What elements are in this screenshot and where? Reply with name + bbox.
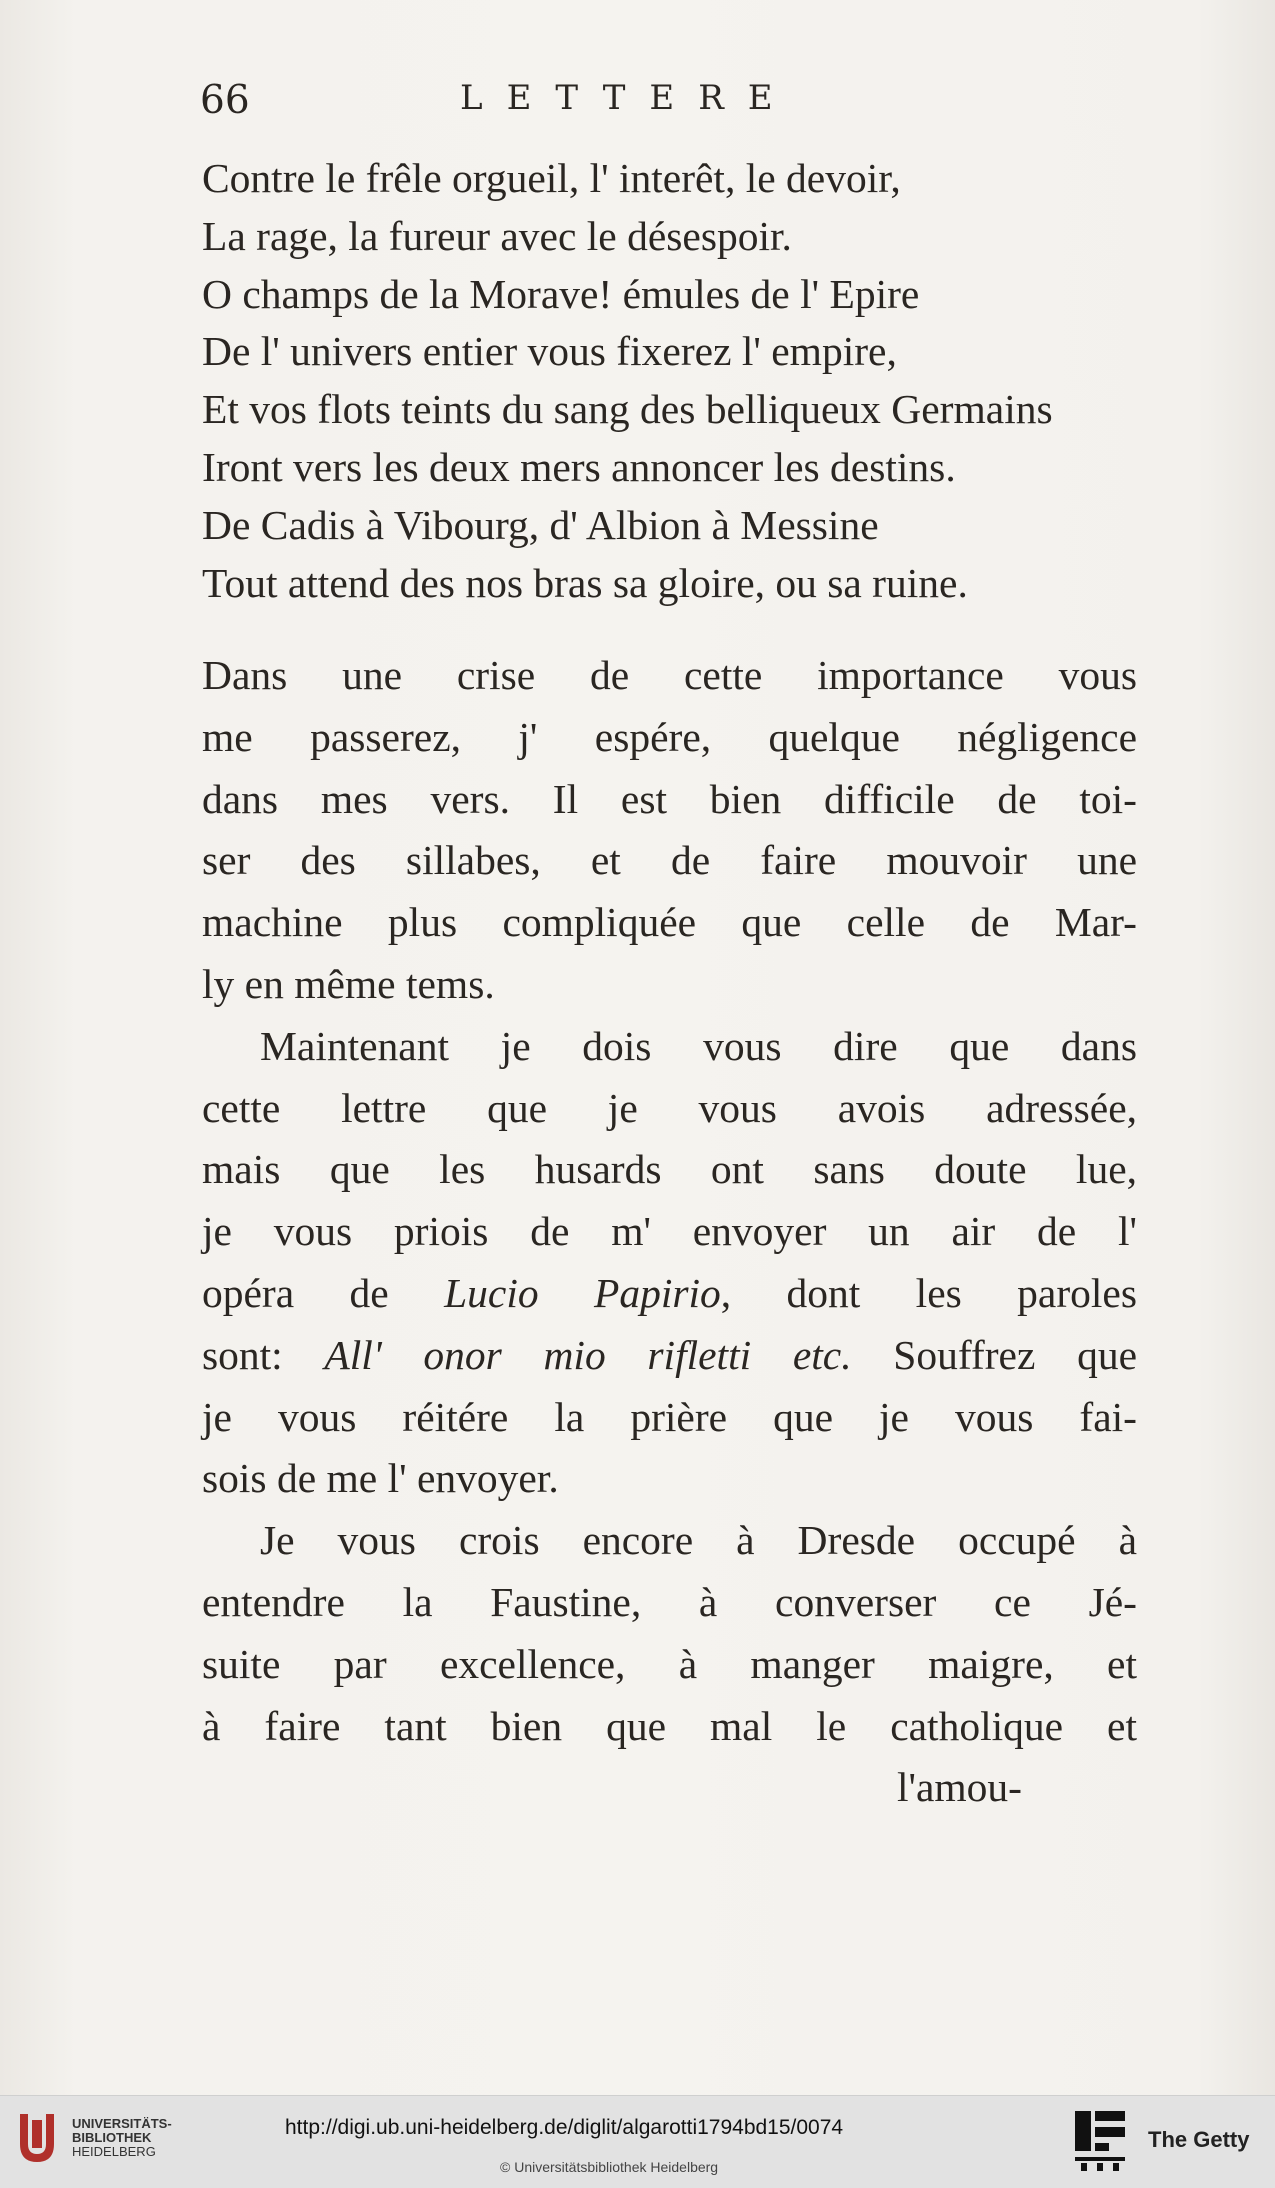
running-head: LETTERE bbox=[460, 78, 797, 118]
library-name-line: BIBLIOTHEK bbox=[72, 2130, 152, 2145]
prose-line: à faire tant bien que mal le catholique et bbox=[202, 1702, 1137, 1749]
text-run: Souffrez que bbox=[851, 1331, 1137, 1378]
text-run: , dont les paroles bbox=[720, 1269, 1137, 1316]
prose-line: ser des sillabes, et de faire mouvoir une bbox=[202, 837, 1137, 884]
prose-line bbox=[202, 1325, 1137, 1387]
prose-line bbox=[202, 1263, 1137, 1325]
aria-title: All' onor mio rifletti etc. bbox=[324, 1331, 852, 1378]
library-name bbox=[72, 2117, 172, 2159]
prose-block bbox=[202, 645, 1137, 1819]
prose-line: suite par excellence, à manger maigre, et bbox=[202, 1640, 1137, 1687]
university-library-logo-icon bbox=[14, 2110, 60, 2170]
text-run: opéra de bbox=[202, 1269, 445, 1316]
catchword: l'amou- bbox=[896, 1764, 1022, 1811]
opera-title: Lucio Papirio bbox=[444, 1269, 721, 1316]
prose-line: je vous priois de m' envoyer un air de l' bbox=[202, 1208, 1137, 1255]
prose-line: sois de me l' envoyer. bbox=[202, 1455, 559, 1502]
getty-logo-icon bbox=[1073, 2109, 1127, 2173]
prose-line: ly en même tems. bbox=[202, 960, 495, 1007]
paragraph-3 bbox=[202, 1510, 1137, 1819]
verse-line: De Cadis à Vibourg, d' Albion à Messine bbox=[202, 501, 879, 548]
verse-line: O champs de la Morave! émules de l' Epire bbox=[202, 270, 920, 317]
library-name-line: HEIDELBERG bbox=[72, 2144, 156, 2159]
footer-bar bbox=[0, 2095, 1275, 2188]
prose-line: me passerez, j' espére, quelque négligence bbox=[202, 713, 1137, 760]
verse-line: Iront vers les deux mers annoncer les destins. bbox=[202, 443, 956, 490]
prose-line: Je vous crois encore à Dresde occupé à bbox=[260, 1517, 1137, 1564]
page-header bbox=[200, 78, 1200, 138]
source-url-link[interactable]: http://digi.ub.uni-heidelberg.de/diglit/algarotti1794bd15/0074 bbox=[285, 2116, 844, 2139]
prose-line: machine plus compliquée que celle de Mar- bbox=[202, 899, 1137, 946]
verse-line: Tout attend des nos bras sa gloire, ou sa ruine. bbox=[202, 559, 968, 606]
verse-line: La rage, la fureur avec le désespoir. bbox=[202, 212, 792, 259]
page-number: 66 bbox=[200, 78, 250, 123]
prose-line: mais que les husards ont sans doute lue, bbox=[202, 1146, 1137, 1193]
prose-line: entendre la Faustine, à converser ce Jé- bbox=[202, 1578, 1137, 1625]
prose-line: cette lettre que je vous avois adressée, bbox=[202, 1084, 1137, 1131]
paragraph-2 bbox=[202, 1016, 1137, 1510]
prose-line: Maintenant je dois vous dire que dans bbox=[260, 1022, 1137, 1069]
prose-line: Dans une crise de cette importance vous bbox=[202, 652, 1137, 698]
verse-line: Et vos flots teints du sang des belliqueux Germains bbox=[202, 386, 1053, 433]
verse-line: De l' univers entier vous fixerez l' empire, bbox=[202, 328, 897, 375]
copyright-notice: © Universitätsbibliothek Heidelberg bbox=[500, 2159, 719, 2175]
text-run: sont: bbox=[202, 1331, 325, 1378]
library-name-line: UNIVERSITÄTS- bbox=[72, 2116, 172, 2131]
paragraph-1 bbox=[202, 645, 1137, 1016]
prose-line: je vous réitére la prière que je vous fai- bbox=[202, 1393, 1137, 1440]
prose-line: dans mes vers. Il est bien difficile de toi- bbox=[202, 775, 1137, 822]
verse-line: Contre le frêle orgueil, l' interêt, le devoir, bbox=[202, 155, 901, 201]
verse-block bbox=[202, 150, 1137, 612]
getty-name: The Getty bbox=[1148, 2127, 1250, 2152]
